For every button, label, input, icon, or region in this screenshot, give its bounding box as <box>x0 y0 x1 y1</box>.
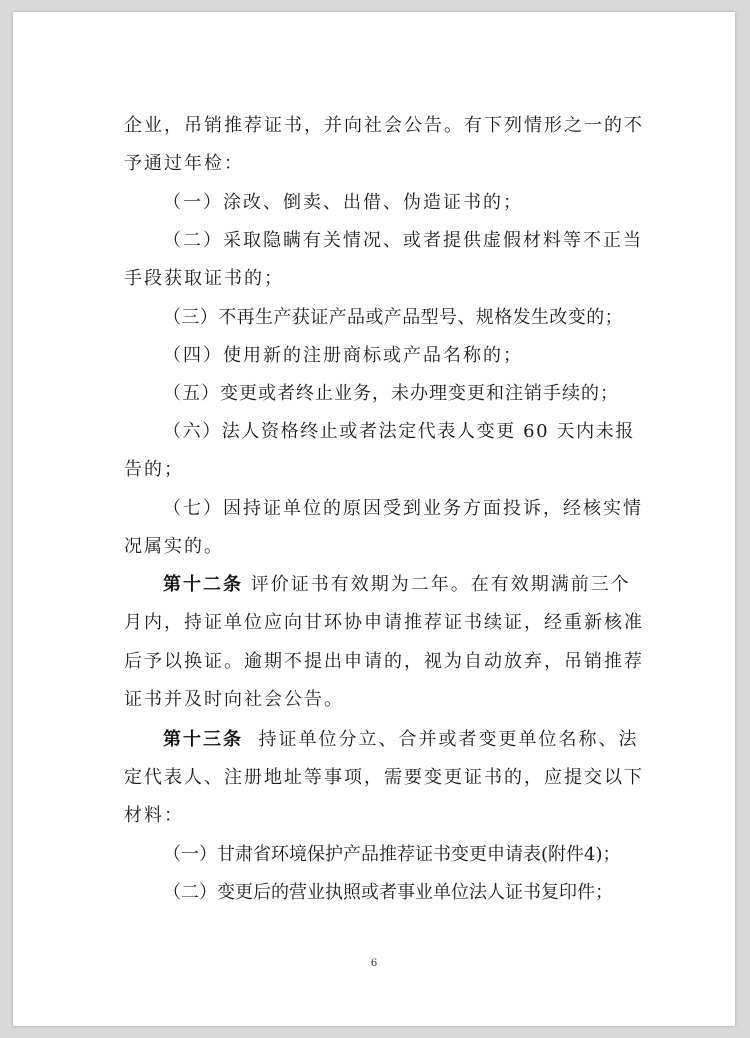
text-line: 告的； <box>124 459 184 480</box>
list-item: （六）法人资格终止或者法定代表人变更 60 天内未报 <box>163 421 635 442</box>
article-number: 第十三条 <box>163 729 243 750</box>
page-number: 6 <box>370 958 378 969</box>
list-item: （三）不再生产获证产品或产品型号、规格发生改变的； <box>163 307 623 328</box>
article-heading-line: 第十二条 评价证书有效期为二年。在有效期满前三个 <box>163 574 631 595</box>
document-page <box>13 12 735 1026</box>
text-line: 后予以换证。逾期不提出申请的，视为自动放弃，吊销推荐 <box>124 651 644 672</box>
article-heading-line: 第十三条 持证单位分立、合并或者变更单位名称、法 <box>163 729 639 750</box>
article-number: 第十二条 <box>163 574 243 595</box>
list-item: （四）使用新的注册商标或产品名称的； <box>163 345 523 366</box>
list-item: （二）采取隐瞒有关情况、或者提供虚假材料等不正当 <box>163 230 643 251</box>
text-line: 况属实的。 <box>124 536 224 557</box>
list-item: （七）因持证单位的原因受到业务方面投诉，经核实情 <box>163 498 643 519</box>
list-item: （五）变更或者终止业务，未办理变更和注销手续的； <box>163 383 619 404</box>
text-line: 定代表人、注册地址等事项，需要变更证书的，应提交以下 <box>124 767 644 788</box>
text-line: 予通过年检： <box>124 153 244 174</box>
text-line: 企业，吊销推荐证书，并向社会公告。有下列情形之一的不 <box>124 115 644 136</box>
text-line: 手段获取证书的； <box>124 268 284 289</box>
list-item: （一）涂改、倒卖、出借、伪造证书的； <box>163 192 523 213</box>
list-item: （二）变更后的营业执照或者事业单位法人证书复印件； <box>163 882 613 903</box>
list-item: （一）甘肃省环境保护产品推荐证书变更申请表(附件4)； <box>163 844 621 865</box>
text-line: 证书并及时向社会公告。 <box>124 689 344 710</box>
text-line: 材料： <box>124 805 184 826</box>
text-line: 月内，持证单位应向甘环协申请推荐证书续证，经重新核准 <box>124 612 644 633</box>
